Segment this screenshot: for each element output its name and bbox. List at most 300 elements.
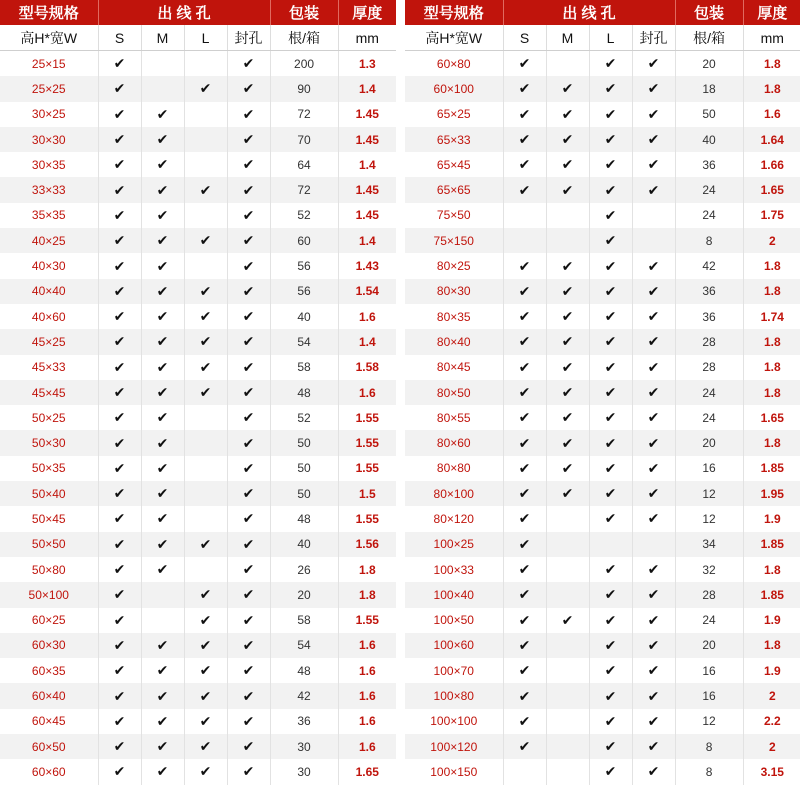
hole-m-check-icon: ✔	[141, 279, 184, 304]
cell-thickness: 1.4	[338, 152, 396, 177]
cell-thickness: 2	[743, 228, 800, 253]
seal-check-icon: ✔	[227, 329, 270, 354]
cell-pack-count: 42	[270, 683, 338, 708]
seal-check-icon: ✔	[227, 279, 270, 304]
cell-thickness: 1.95	[743, 481, 800, 506]
cell-model: 100×40	[405, 582, 503, 607]
hole-l-check-icon	[184, 102, 227, 127]
hole-l-check-icon: ✔	[589, 481, 632, 506]
table-row	[0, 633, 396, 658]
cell-thickness: 1.4	[338, 329, 396, 354]
cell-pack-count: 36	[675, 152, 743, 177]
hole-s-check-icon: ✔	[503, 253, 546, 278]
cell-model: 65×45	[405, 152, 503, 177]
table-row	[405, 658, 800, 683]
hole-m-check-icon	[546, 759, 589, 784]
header-size: 高H*宽W	[405, 25, 503, 51]
cell-thickness: 1.6	[743, 102, 800, 127]
hole-m-check-icon	[546, 532, 589, 557]
hole-m-check-icon: ✔	[141, 203, 184, 228]
cell-thickness: 1.8	[743, 430, 800, 455]
hole-l-check-icon: ✔	[184, 658, 227, 683]
hole-s-check-icon: ✔	[98, 506, 141, 531]
table-row	[405, 709, 800, 734]
header-pack: 包装	[270, 0, 338, 25]
right-spec-table-panel	[405, 0, 800, 800]
seal-check-icon: ✔	[632, 557, 675, 582]
table-row	[405, 228, 800, 253]
hole-m-check-icon: ✔	[546, 76, 589, 101]
hole-l-check-icon: ✔	[184, 279, 227, 304]
cell-model: 60×25	[0, 608, 98, 633]
cell-pack-count: 50	[675, 102, 743, 127]
hole-m-check-icon: ✔	[141, 430, 184, 455]
table-row	[405, 329, 800, 354]
table-row	[405, 152, 800, 177]
cell-model: 40×60	[0, 304, 98, 329]
hole-m-check-icon: ✔	[546, 355, 589, 380]
seal-check-icon: ✔	[632, 582, 675, 607]
cell-model: 75×150	[405, 228, 503, 253]
hole-m-check-icon: ✔	[141, 329, 184, 354]
hole-m-check-icon: ✔	[141, 177, 184, 202]
seal-check-icon: ✔	[632, 76, 675, 101]
cell-thickness: 1.8	[743, 380, 800, 405]
column-gap	[396, 0, 405, 800]
cell-thickness: 1.55	[338, 430, 396, 455]
cell-pack-count: 24	[675, 608, 743, 633]
table-row	[405, 127, 800, 152]
cell-thickness: 1.4	[338, 76, 396, 101]
table-row	[0, 557, 396, 582]
hole-s-check-icon: ✔	[503, 633, 546, 658]
hole-s-check-icon: ✔	[98, 532, 141, 557]
cell-thickness: 1.6	[338, 734, 396, 759]
hole-m-check-icon: ✔	[141, 557, 184, 582]
hole-s-check-icon: ✔	[503, 177, 546, 202]
hole-m-check-icon	[546, 203, 589, 228]
table-row	[405, 380, 800, 405]
table-row	[405, 253, 800, 278]
right-table-body	[405, 51, 800, 785]
header-holes: 出 线 孔	[98, 0, 270, 25]
hole-l-check-icon: ✔	[589, 734, 632, 759]
table-row	[0, 228, 396, 253]
cell-model: 80×60	[405, 430, 503, 455]
hole-s-check-icon: ✔	[503, 304, 546, 329]
left-spec-table	[0, 0, 396, 785]
cell-thickness: 1.3	[338, 51, 396, 77]
hole-l-check-icon: ✔	[589, 658, 632, 683]
seal-check-icon: ✔	[632, 329, 675, 354]
cell-model: 60×80	[405, 51, 503, 77]
hole-s-check-icon: ✔	[98, 658, 141, 683]
table-row	[0, 481, 396, 506]
left-table-body	[0, 51, 396, 785]
cell-thickness: 1.65	[743, 405, 800, 430]
cell-thickness: 1.54	[338, 279, 396, 304]
hole-m-check-icon: ✔	[546, 380, 589, 405]
hole-l-check-icon: ✔	[589, 557, 632, 582]
table-row	[0, 304, 396, 329]
hole-l-check-icon: ✔	[184, 380, 227, 405]
hole-m-check-icon: ✔	[546, 304, 589, 329]
hole-m-check-icon: ✔	[546, 177, 589, 202]
hole-s-check-icon: ✔	[503, 506, 546, 531]
table-row	[0, 759, 396, 784]
hole-s-check-icon: ✔	[98, 279, 141, 304]
hole-m-check-icon: ✔	[141, 253, 184, 278]
cell-thickness: 1.8	[338, 582, 396, 607]
header-row-secondary	[405, 25, 800, 51]
seal-check-icon: ✔	[227, 557, 270, 582]
cell-pack-count: 50	[270, 481, 338, 506]
cell-thickness: 1.8	[743, 557, 800, 582]
hole-s-check-icon: ✔	[503, 734, 546, 759]
cell-model: 75×50	[405, 203, 503, 228]
cell-thickness: 1.5	[338, 481, 396, 506]
seal-check-icon: ✔	[227, 506, 270, 531]
cell-model: 60×40	[0, 683, 98, 708]
hole-m-check-icon: ✔	[546, 279, 589, 304]
cell-model: 45×33	[0, 355, 98, 380]
hole-l-check-icon: ✔	[184, 608, 227, 633]
hole-m-check-icon: ✔	[546, 329, 589, 354]
cell-pack-count: 32	[675, 557, 743, 582]
hole-l-check-icon	[184, 203, 227, 228]
hole-m-check-icon: ✔	[546, 127, 589, 152]
cell-pack-count: 24	[675, 177, 743, 202]
seal-check-icon: ✔	[227, 203, 270, 228]
seal-check-icon: ✔	[632, 709, 675, 734]
hole-s-check-icon: ✔	[98, 456, 141, 481]
seal-check-icon: ✔	[227, 456, 270, 481]
hole-s-check-icon	[503, 228, 546, 253]
cell-model: 25×15	[0, 51, 98, 77]
hole-l-check-icon: ✔	[184, 177, 227, 202]
header-s: S	[503, 25, 546, 51]
hole-l-check-icon: ✔	[184, 683, 227, 708]
header-thickness: 厚度	[743, 0, 800, 25]
seal-check-icon: ✔	[632, 279, 675, 304]
hole-s-check-icon: ✔	[503, 279, 546, 304]
table-row	[0, 76, 396, 101]
hole-l-check-icon	[184, 430, 227, 455]
header-m: M	[546, 25, 589, 51]
cell-model: 60×45	[0, 709, 98, 734]
hole-s-check-icon: ✔	[98, 253, 141, 278]
hole-l-check-icon: ✔	[589, 228, 632, 253]
hole-m-check-icon	[141, 76, 184, 101]
hole-s-check-icon: ✔	[503, 683, 546, 708]
cell-thickness: 1.45	[338, 127, 396, 152]
cell-pack-count: 30	[270, 734, 338, 759]
seal-check-icon: ✔	[632, 658, 675, 683]
hole-l-check-icon	[184, 51, 227, 77]
header-thickness: 厚度	[338, 0, 396, 25]
hole-l-check-icon: ✔	[184, 734, 227, 759]
cell-pack-count: 28	[675, 582, 743, 607]
table-row	[405, 683, 800, 708]
cell-thickness: 1.9	[743, 506, 800, 531]
cell-model: 60×60	[0, 759, 98, 784]
cell-pack-count: 36	[270, 709, 338, 734]
hole-s-check-icon: ✔	[98, 481, 141, 506]
seal-check-icon: ✔	[632, 759, 675, 784]
header-l: L	[589, 25, 632, 51]
hole-l-check-icon: ✔	[589, 102, 632, 127]
table-row	[405, 405, 800, 430]
cell-model: 50×100	[0, 582, 98, 607]
cell-thickness: 1.8	[338, 557, 396, 582]
header-s: S	[98, 25, 141, 51]
seal-check-icon: ✔	[227, 76, 270, 101]
seal-check-icon: ✔	[227, 734, 270, 759]
cell-pack-count: 24	[675, 380, 743, 405]
header-model: 型号规格	[405, 0, 503, 25]
cell-model: 40×30	[0, 253, 98, 278]
table-row	[405, 734, 800, 759]
cell-thickness: 1.6	[338, 658, 396, 683]
seal-check-icon: ✔	[227, 405, 270, 430]
seal-check-icon: ✔	[632, 102, 675, 127]
header-mm: mm	[743, 25, 800, 51]
table-row	[0, 203, 396, 228]
hole-l-check-icon: ✔	[589, 304, 632, 329]
header-seal: 封孔	[632, 25, 675, 51]
hole-l-check-icon: ✔	[589, 76, 632, 101]
cell-model: 65×25	[405, 102, 503, 127]
cell-model: 33×33	[0, 177, 98, 202]
cell-thickness: 1.55	[338, 506, 396, 531]
cell-model: 100×33	[405, 557, 503, 582]
cell-pack-count: 24	[675, 405, 743, 430]
header-row-primary	[405, 0, 800, 25]
table-row	[0, 405, 396, 430]
seal-check-icon	[632, 532, 675, 557]
cell-thickness: 1.85	[743, 456, 800, 481]
hole-s-check-icon	[503, 203, 546, 228]
header-row-primary	[0, 0, 396, 25]
table-row	[0, 51, 396, 77]
hole-s-check-icon: ✔	[98, 355, 141, 380]
hole-l-check-icon: ✔	[589, 329, 632, 354]
cell-model: 100×70	[405, 658, 503, 683]
hole-m-check-icon	[141, 608, 184, 633]
hole-s-check-icon: ✔	[98, 709, 141, 734]
hole-s-check-icon: ✔	[98, 177, 141, 202]
cell-model: 65×33	[405, 127, 503, 152]
cell-model: 50×80	[0, 557, 98, 582]
hole-s-check-icon: ✔	[503, 557, 546, 582]
hole-s-check-icon: ✔	[98, 557, 141, 582]
seal-check-icon: ✔	[632, 51, 675, 77]
hole-s-check-icon: ✔	[503, 329, 546, 354]
hole-s-check-icon: ✔	[98, 608, 141, 633]
cell-pack-count: 48	[270, 506, 338, 531]
table-row	[0, 456, 396, 481]
cell-model: 35×35	[0, 203, 98, 228]
cell-pack-count: 28	[675, 355, 743, 380]
hole-s-check-icon: ✔	[98, 633, 141, 658]
hole-l-check-icon: ✔	[589, 759, 632, 784]
hole-s-check-icon: ✔	[503, 152, 546, 177]
hole-s-check-icon: ✔	[98, 76, 141, 101]
header-holes: 出 线 孔	[503, 0, 675, 25]
hole-l-check-icon: ✔	[589, 582, 632, 607]
cell-pack-count: 72	[270, 102, 338, 127]
cell-thickness: 1.8	[743, 279, 800, 304]
cell-thickness: 1.8	[743, 76, 800, 101]
hole-m-check-icon: ✔	[546, 102, 589, 127]
cell-model: 50×45	[0, 506, 98, 531]
cell-pack-count: 24	[675, 203, 743, 228]
hole-l-check-icon: ✔	[589, 152, 632, 177]
table-row	[405, 355, 800, 380]
cell-pack-count: 16	[675, 456, 743, 481]
hole-l-check-icon: ✔	[184, 532, 227, 557]
table-row	[0, 430, 396, 455]
hole-l-check-icon: ✔	[184, 228, 227, 253]
hole-l-check-icon: ✔	[184, 329, 227, 354]
table-row	[0, 253, 396, 278]
hole-l-check-icon: ✔	[184, 582, 227, 607]
seal-check-icon: ✔	[632, 456, 675, 481]
hole-m-check-icon: ✔	[141, 759, 184, 784]
header-row-secondary	[0, 25, 396, 51]
hole-l-check-icon: ✔	[589, 683, 632, 708]
hole-m-check-icon	[546, 734, 589, 759]
seal-check-icon: ✔	[227, 177, 270, 202]
hole-m-check-icon: ✔	[141, 127, 184, 152]
hole-l-check-icon: ✔	[589, 709, 632, 734]
seal-check-icon: ✔	[227, 304, 270, 329]
hole-l-check-icon	[589, 532, 632, 557]
hole-m-check-icon: ✔	[141, 355, 184, 380]
cell-pack-count: 40	[270, 304, 338, 329]
hole-l-check-icon: ✔	[184, 355, 227, 380]
seal-check-icon: ✔	[632, 253, 675, 278]
table-row	[405, 557, 800, 582]
hole-s-check-icon: ✔	[503, 51, 546, 77]
cell-thickness: 2	[743, 683, 800, 708]
cell-model: 80×35	[405, 304, 503, 329]
hole-l-check-icon: ✔	[184, 633, 227, 658]
cell-thickness: 1.6	[338, 380, 396, 405]
left-spec-table-panel	[0, 0, 396, 800]
header-size: 高H*宽W	[0, 25, 98, 51]
hole-s-check-icon: ✔	[98, 430, 141, 455]
cell-pack-count: 20	[675, 51, 743, 77]
hole-l-check-icon: ✔	[589, 203, 632, 228]
cell-pack-count: 12	[675, 481, 743, 506]
cell-pack-count: 36	[675, 279, 743, 304]
seal-check-icon: ✔	[227, 380, 270, 405]
hole-s-check-icon: ✔	[503, 709, 546, 734]
hole-m-check-icon	[546, 658, 589, 683]
hole-l-check-icon: ✔	[589, 127, 632, 152]
cell-model: 100×50	[405, 608, 503, 633]
right-spec-table	[405, 0, 800, 785]
hole-m-check-icon	[546, 51, 589, 77]
seal-check-icon: ✔	[632, 152, 675, 177]
table-row	[405, 759, 800, 784]
seal-check-icon	[632, 203, 675, 228]
cell-pack-count: 90	[270, 76, 338, 101]
cell-pack-count: 50	[270, 430, 338, 455]
cell-pack-count: 52	[270, 203, 338, 228]
seal-check-icon: ✔	[632, 481, 675, 506]
cell-pack-count: 34	[675, 532, 743, 557]
hole-l-check-icon: ✔	[589, 608, 632, 633]
table-row	[0, 355, 396, 380]
cell-thickness: 1.45	[338, 177, 396, 202]
hole-l-check-icon: ✔	[184, 709, 227, 734]
seal-check-icon: ✔	[632, 127, 675, 152]
seal-check-icon: ✔	[227, 683, 270, 708]
cell-thickness: 1.55	[338, 608, 396, 633]
cell-model: 60×50	[0, 734, 98, 759]
hole-l-check-icon	[184, 127, 227, 152]
seal-check-icon: ✔	[227, 430, 270, 455]
cell-thickness: 2	[743, 734, 800, 759]
cell-thickness: 1.85	[743, 582, 800, 607]
table-row	[405, 633, 800, 658]
cell-pack-count: 50	[270, 456, 338, 481]
hole-s-check-icon: ✔	[98, 582, 141, 607]
cell-thickness: 1.8	[743, 355, 800, 380]
cell-thickness: 1.65	[743, 177, 800, 202]
hole-l-check-icon	[184, 481, 227, 506]
cell-thickness: 1.64	[743, 127, 800, 152]
table-row	[405, 456, 800, 481]
cell-pack-count: 8	[675, 228, 743, 253]
table-row	[405, 481, 800, 506]
cell-thickness: 1.45	[338, 102, 396, 127]
hole-m-check-icon	[546, 506, 589, 531]
seal-check-icon: ✔	[632, 177, 675, 202]
cell-thickness: 3.15	[743, 759, 800, 784]
hole-l-check-icon	[184, 557, 227, 582]
cell-model: 40×25	[0, 228, 98, 253]
seal-check-icon: ✔	[632, 405, 675, 430]
hole-m-check-icon	[546, 683, 589, 708]
cell-model: 100×120	[405, 734, 503, 759]
hole-s-check-icon: ✔	[503, 582, 546, 607]
hole-s-check-icon	[503, 759, 546, 784]
header-mm: mm	[338, 25, 396, 51]
table-row	[0, 152, 396, 177]
cell-thickness: 1.4	[338, 228, 396, 253]
hole-m-check-icon: ✔	[141, 506, 184, 531]
cell-pack-count: 30	[270, 759, 338, 784]
seal-check-icon: ✔	[227, 51, 270, 77]
cell-pack-count: 70	[270, 127, 338, 152]
hole-s-check-icon: ✔	[503, 405, 546, 430]
hole-l-check-icon: ✔	[589, 279, 632, 304]
seal-check-icon: ✔	[632, 304, 675, 329]
table-row	[0, 658, 396, 683]
cell-thickness: 1.6	[338, 304, 396, 329]
cell-pack-count: 36	[675, 304, 743, 329]
seal-check-icon: ✔	[632, 633, 675, 658]
seal-check-icon: ✔	[227, 658, 270, 683]
hole-l-check-icon: ✔	[589, 405, 632, 430]
hole-m-check-icon	[546, 228, 589, 253]
table-row	[405, 608, 800, 633]
hole-m-check-icon: ✔	[141, 102, 184, 127]
table-row	[0, 177, 396, 202]
